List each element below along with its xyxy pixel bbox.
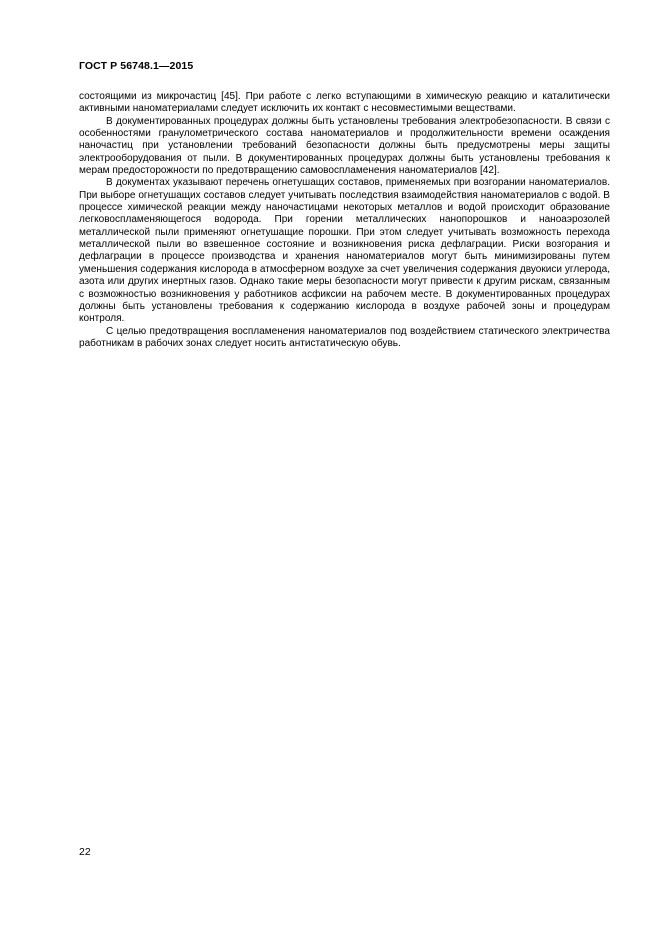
paragraph-electrical-safety: В документированных процедурах должны быть установлены требования электробезопасности. В связи с особенностями гранулометрического состава наноматериалов и продолжительности времени осаждения наночастиц при установлении требований безопасности должны быть предусмотрены меры защиты электрооборудования от пыли. В документированных процедурах должны быть установлены требования к мерам предосторожности по предотвращению самовоспламенения наноматериалов [42]. (79, 115, 610, 177)
paragraph-continuation: состоящими из микрочастиц [45]. При работе с легко вступающими в химическую реакцию и каталитически активными наноматериалами следует исключить их контакт с несовместимыми веществами. (79, 91, 610, 115)
page-number: 22 (79, 846, 91, 858)
document-body (79, 91, 610, 350)
paragraph-antistatic-footwear: С целью предотвращения воспламенения наноматериалов под воздействием статического электричества работникам в рабочих зонах следует носить антистатическую обувь. (79, 325, 610, 349)
document-code-header: ГОСТ Р 56748.1—2015 (79, 60, 194, 72)
paragraph-fire-extinguishing: В документах указывают перечень огнетушащих составов, применяемых при возгорании наноматериалов. При выборе огнетушащих составов следует учитывать последствия взаимодействия наноматериалов с водой. В процессе химической реакции между наночастицами некоторых металлов и водой происходит образование легковоспламеняющегося водорода. При горении металлических нанопорошков и наноаэрозолей металлической пыли применяют огнетушащие порошки. При этом следует учитывать возможность перехода металлической пыли во взвешенное состояние и возникновения риска дефлаграции. Риски возгорания и дефлаграции в процессе производства и хранения наноматериалов могут быть минимизированы путем уменьшения содержания кислорода в атмосферном воздухе за счет увеличения содержания двуокиси углерода, азота или других инертных газов. Однако такие меры безопасности могут привести к другим рискам, связанным с возможностью возникновения у работников асфиксии на рабочем месте. В документированных процедурах должны быть установлены требования к содержанию кислорода в воздухе рабочей зоны и процедурам контроля. (79, 177, 610, 325)
